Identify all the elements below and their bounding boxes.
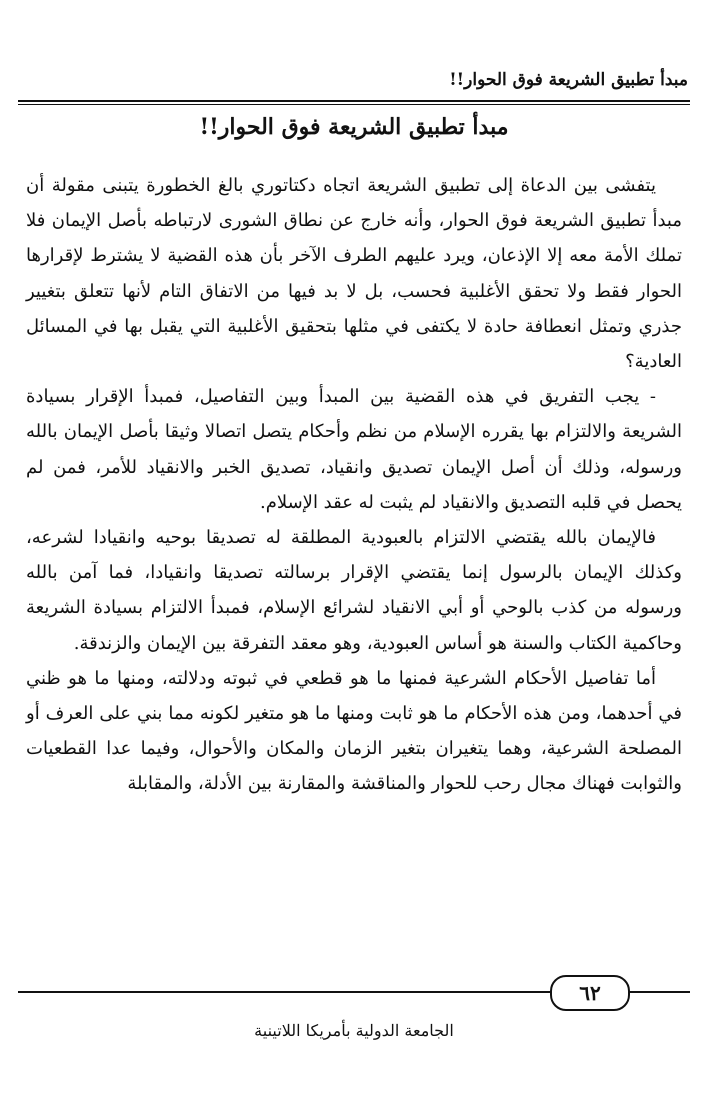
header-rule — [18, 100, 690, 105]
paragraph: أما تفاصيل الأحكام الشرعية فمنها ما هو قطعي في ثبوته ودلالته، ومنها ما هو ظني في أحدهما، ومن هذه الأحكام ما هو ثابت ومنها ما هو متغير لكونه مما بني على العرف أو المصلحة الشرعية، وهما يتغيران بتغير الزمان والمكان والأحوال، وفيما عدا القطعيات والثوابت فهناك مجال رحب للحوار والمناقشة والمقارنة بين الأدلة، والمقابلة — [26, 667, 682, 795]
paragraph: - يجب التفريق في هذه القضية بين المبدأ وبين التفاصيل، فمبدأ الإقرار بسيادة الشريعة والالتزام بها يقرره الإسلام من نظم وأحكام يتصل اتصالا وثيقا بأصل الإيمان بالله ورسوله، وذلك أن أصل الإيمان تصديق وانقياد، تصديق الخبر والانقياد للأمر، فمن لم يحصل في قلبه التصديق والانقياد لم يثبت له عقد الإسلام. — [26, 386, 682, 513]
page-number: ٦٢ — [550, 975, 630, 1011]
paragraph: يتفشى بين الدعاة إلى تطبيق الشريعة اتجاه دكتاتوري بالغ الخطورة يتبنى مقولة أن مبدأ تطبيق الشريعة فوق الحوار، وأنه خارج عن نطاق الشورى لارتباطه بأصل الإيمان فلا تملك الأمة معه إلا الإذعان، ويرد عليهم الطرف الآخر بأن هذه القضية لا يشترط لإقرارها الحوار فقط ولا تحقق الأغلبية فحسب، بل لا بد فيها من الاتفاق التام لأنها تتعلق بتغيير جذري وتمثل انعطافة حادة لا يكتفى في مثلها بتحقيق الأغلبية التي يقبل بها في المسائل العادية؟ — [26, 175, 682, 373]
running-header: مبدأ تطبيق الشريعة فوق الحوار!! — [449, 70, 688, 90]
footer-publisher: الجامعة الدولية بأمريكا اللاتينية — [254, 1021, 454, 1040]
paragraph: فالإيمان بالله يقتضي الالتزام بالعبودية المطلقة له تصديقا بوحيه وانقيادا لشرعه، وكذلك الإيمان بالرسول إنما يقتضي الإقرار برسالته تصديقا وانقيادا، فما آمن بالله ورسوله من كذب بالوحي أو أبي الانقياد لشرائع الإسلام، فمبدأ الالتزام بسيادة الشريعة وحاكمية الكتاب والسنة هو أساس العبودية، وهو معقد التفرقة بين الإيمان والزندقة. — [26, 527, 682, 654]
page-title: مبدأ تطبيق الشريعة فوق الحوار!! — [199, 114, 509, 140]
body-text — [26, 168, 682, 802]
